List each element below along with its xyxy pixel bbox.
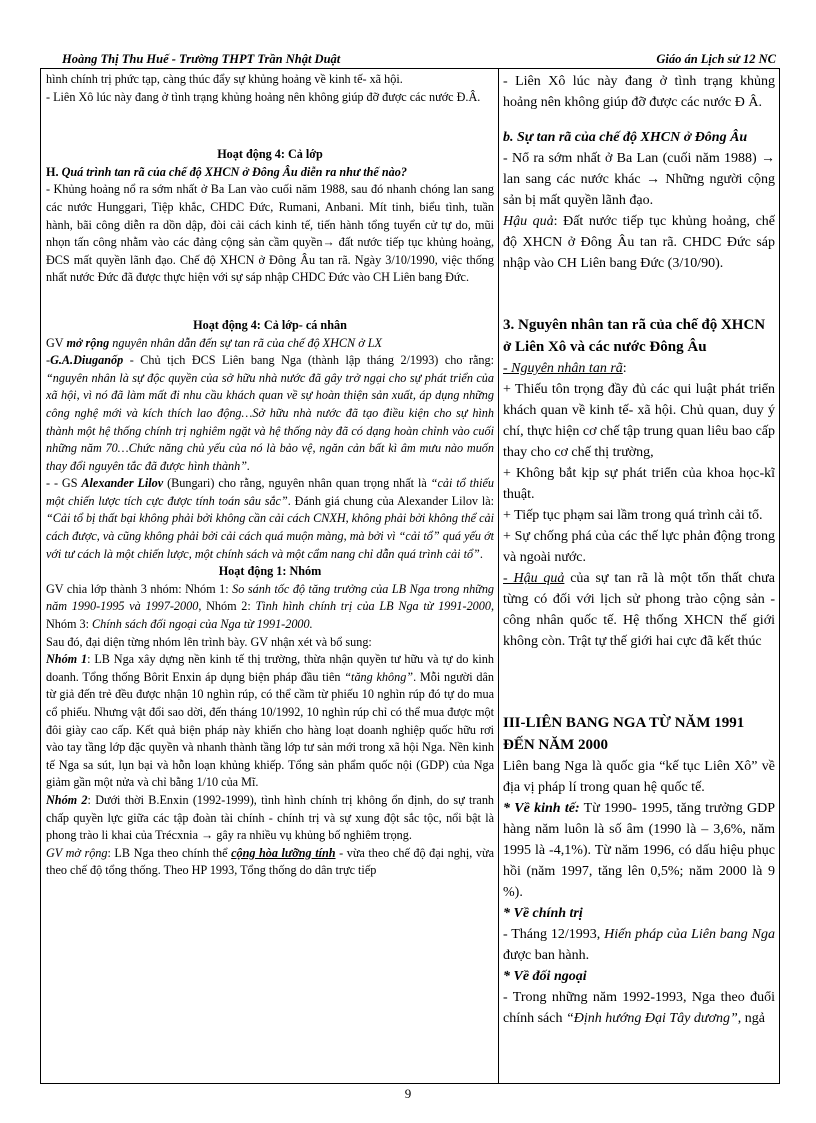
paragraph: Nhóm 1: LB Nga xây dựng nền kinh tế thị trường, thừa nhận quyền tư hữu và tự do kinh doanh. Tổng thống Bôrit Enxin áp dụng biện pháp đầu tiên “tăng không”. Mỗi người dân từ giả đến trẻ đều được nhận 10 nghìn rúp, có thể cầm từ phiếu 10 nghìn rúp đó tự do mua cổ phiếu. Nhưng vật đổi sao dời, đến tháng 10/1992, 10 nghìn rúp chỉ có thể mua được một đôi giày cao cấp. Kết quả biện pháp này khiến cho hàng loạt doanh nghiệp quốc hữu rơi vào tay tầng lớp đặc quyền và nhanh thành tầng lớp tư sản mới trong xã hội Nga. Nền kinh tế Nga sa sút, lụn bại và hỗn loạn khủng khiếp. Tổng sản phẩm quốc nội (GDP) của Nga giảm gần một nửa và chỉ bằng 1/10 của Mĩ. (46, 652, 494, 790)
paragraph: Sau đó, đại diện từng nhóm lên trình bày. GV nhận xét và bổ sung: (46, 634, 372, 649)
section-heading: 3. Nguyên nhân tan rã của chế độ XHCN ở Liên Xô và các nước Đông Âu (503, 317, 766, 355)
paragraph: -G.A.Diuganốp - Chủ tịch ĐCS Liên bang Nga (thành lập tháng 2/1993) cho rằng: “nguyên nhân là sự độc quyền của sở hữu nhà nước đã gây trở ngại cho sự phát triển của xã hội, vì nó đã làm mất đi nhu cầu khách quan về sự hoàn thiện sản xuất, áp dụng những công nghệ mới và kích thích lao động…Sở hữu nhà nước đã tạo điều kiện cho sự hình thành một hệ thống chính trị nghiêm ngặt và hệ thống này đã có dạng hoàn chỉnh vào cuối những năm 70…Chức năng chủ yếu của nó là bảo vệ, ngăn cản bất kì âm mưu nào muốn thay đổi nguyên tắc đã được hình thành”. (46, 353, 494, 473)
paragraph: * Về kinh tế: Từ 1990- 1995, tăng trưởng GDP hàng năm luôn là số âm (1990 là – 3,6%, năm 1995 là -4,1%). Từ năm 1996, có dấu hiệu phục hồi (năm 1997, tăng lên 0,5%; năm 2000 là 9 %). (503, 801, 775, 900)
activity-heading: Hoạt động 4: Cả lớp- cá nhân (193, 317, 347, 332)
section-heading: III-LIÊN BANG NGA TỪ NĂM 1991 ĐẾN NĂM 2000 (503, 715, 745, 753)
paragraph: + Không bắt kịp sự phát triển của khoa học-kĩ thuật. (503, 466, 775, 502)
paragraph: - Liên Xô lúc này đang ở tình trạng khủng hoảng nên không giúp đỡ được các nước Đ.Â. (46, 89, 481, 104)
section-heading: b. Sự tan rã của chế độ XHCN ở Đông Âu (503, 130, 748, 145)
page-header (60, 50, 776, 68)
paragraph: - - GS Alexander Lilov (Bungari) cho rằng, nguyên nhân quan trọng nhất là “cải tổ thiếu một chiến lược tích cực được tính toán sâu sắc”. Đánh giá chung của Alexander Lilov là: “Cải tổ bị thất bại không phải bởi không cần cải cách CNXH, không phải bởi không thể cải cách được, và cũng không phải bởi cải cách quá muộn màng, mà bởi vì “cải tổ” quá yếu ớt với tư cách là một chiến lược, một chính sách và một cẩm nang chỉ dẫn quá trình cải tổ”. (46, 476, 494, 561)
question: H. Quá trình tan rã của chế độ XHCN ở Đông Âu diễn ra như thế nào? (46, 164, 407, 179)
paragraph: - Trong những năm 1992-1993, Nga theo đuổi chính sách “Định hướng Đại Tây dương”, ngả (503, 990, 775, 1026)
paragraph: - Hậu quả của sự tan rã là một tổn thất chưa từng có đối với lịch sử phong trào cộng sản - công nhân quốc tế. Hệ thống XHCN thế giới không còn. Trật tự thế giới hai cực đã kết thúc (503, 571, 775, 649)
paragraph: + Thiếu tôn trọng đầy đủ các qui luật phát triển khách quan về kinh tế- xã hội. Chủ quan, duy ý chí, thực hiện cơ chế tập trung quan liêu bao cấp thay cho cơ chế thị trường, (503, 382, 775, 460)
paragraph: + Tiếp tục phạm sai lầm trong quá trình cải tổ. (503, 508, 763, 523)
paragraph: GV chia lớp thành 3 nhóm: Nhóm 1: So sánh tốc độ tăng trưởng của LB Nga trong những năm 1990-1995 và 1997-2000, Nhóm 2: Tình hình chính trị của LB Nga từ 1991-2000, Nhóm 3: Chính sách đối ngoại của Nga từ 1991-2000. (46, 581, 494, 632)
paragraph: hình chính trị phức tạp, càng thúc đẩy sự khủng hoảng về kinh tế- xã hội. (46, 72, 403, 86)
paragraph: - Tháng 12/1993, Hiến pháp của Liên bang Nga được ban hành. (503, 927, 775, 963)
activity-heading: Hoạt động 1: Nhóm (218, 564, 322, 579)
subsection-heading: * Về đối ngoại (503, 969, 587, 984)
subsection-heading: * Về chính trị (503, 906, 583, 921)
paragraph: - Liên Xô lúc này đang ở tình trạng khủng hoảng nên không giúp đỡ được các nước Đ Â. (503, 74, 775, 110)
paragraph: Hậu quả: Đất nước tiếp tục khủng hoảng, chế độ XHCN ở Đông Âu tan rã. CHDC Đức sáp nhập vào CH Liên bang Đức (3/10/90). (503, 214, 775, 271)
paragraph: - Khủng hoảng nổ ra sớm nhất ở Ba Lan vào cuối năm 1988, sau đó nhanh chóng lan sang các nước Hunggari, Tiệp khắc, CHDC Đức, Rumani, Anbani. Mít tinh, biểu tình, tuần hành, bãi công diễn ra dồn dập, đòi cải cách kinh tế, tiến hành tổng tuyển cử tự do, mũi nhọn tấn công nhằm vào các đảng cộng sản cầm quyền→ đất nước tiếp tục khủng hoảng, ĐCS mất quyền lãnh đạo. Chế độ XHCN ở Đông Âu tan rã. Ngày 3/10/1990, việc thống nhất nước Đức đã được thực hiện với sự sáp nhập CHDC Đức vào CH Liên bang Đức. (46, 182, 494, 285)
paragraph: + Sự chống phá của các thế lực phản động trong và ngoài nước. (503, 529, 775, 565)
paragraph: - Nguyên nhân tan rã: (503, 361, 627, 376)
header-subject: Giáo án Lịch sử 12 NC (656, 52, 776, 66)
header-author: Hoàng Thị Thu Huế - Trường THPT Trần Nhật Duật (62, 52, 341, 66)
activity-heading: Hoạt động 4: Cả lớp (217, 147, 323, 162)
lesson-table (40, 68, 780, 1084)
column-divider (498, 69, 499, 1083)
paragraph: Nhóm 2: Dưới thời B.Enxin (1992-1999), tình hình chính trị không ổn định, do sự tranh chấp quyền lực giữa các tập đoàn tài chính - chính trị và sự xung đột sắc tộc, nổi bật là phong trào li khai của Trécxnia → gây ra nhiều vụ khủng bố nghiêm trọng. (46, 792, 494, 843)
key-content-column (503, 71, 775, 1081)
paragraph: Liên bang Nga là quốc gia “kế tục Liên Xô” về địa vị pháp lí trong quan hệ quốc tế. (503, 759, 775, 795)
teacher-student-activities-column (46, 71, 494, 1081)
page-number: 9 (404, 1086, 412, 1101)
paragraph: GV mở rộng nguyên nhân dẫn đến sự tan rã của chế độ XHCN ở LX (46, 335, 383, 350)
paragraph: - Nổ ra sớm nhất ở Ba Lan (cuối năm 1988) → lan sang các nước khác → Những người cộng sản bị mất quyền lãnh đạo. (503, 151, 775, 208)
paragraph: GV mở rộng: LB Nga theo chính thể cộng hòa lưỡng tính - vừa theo chế độ đại nghị, vừa theo chế độ tổng thống. Theo HP 1993, Tổng thống do dân trực tiếp (46, 845, 494, 878)
